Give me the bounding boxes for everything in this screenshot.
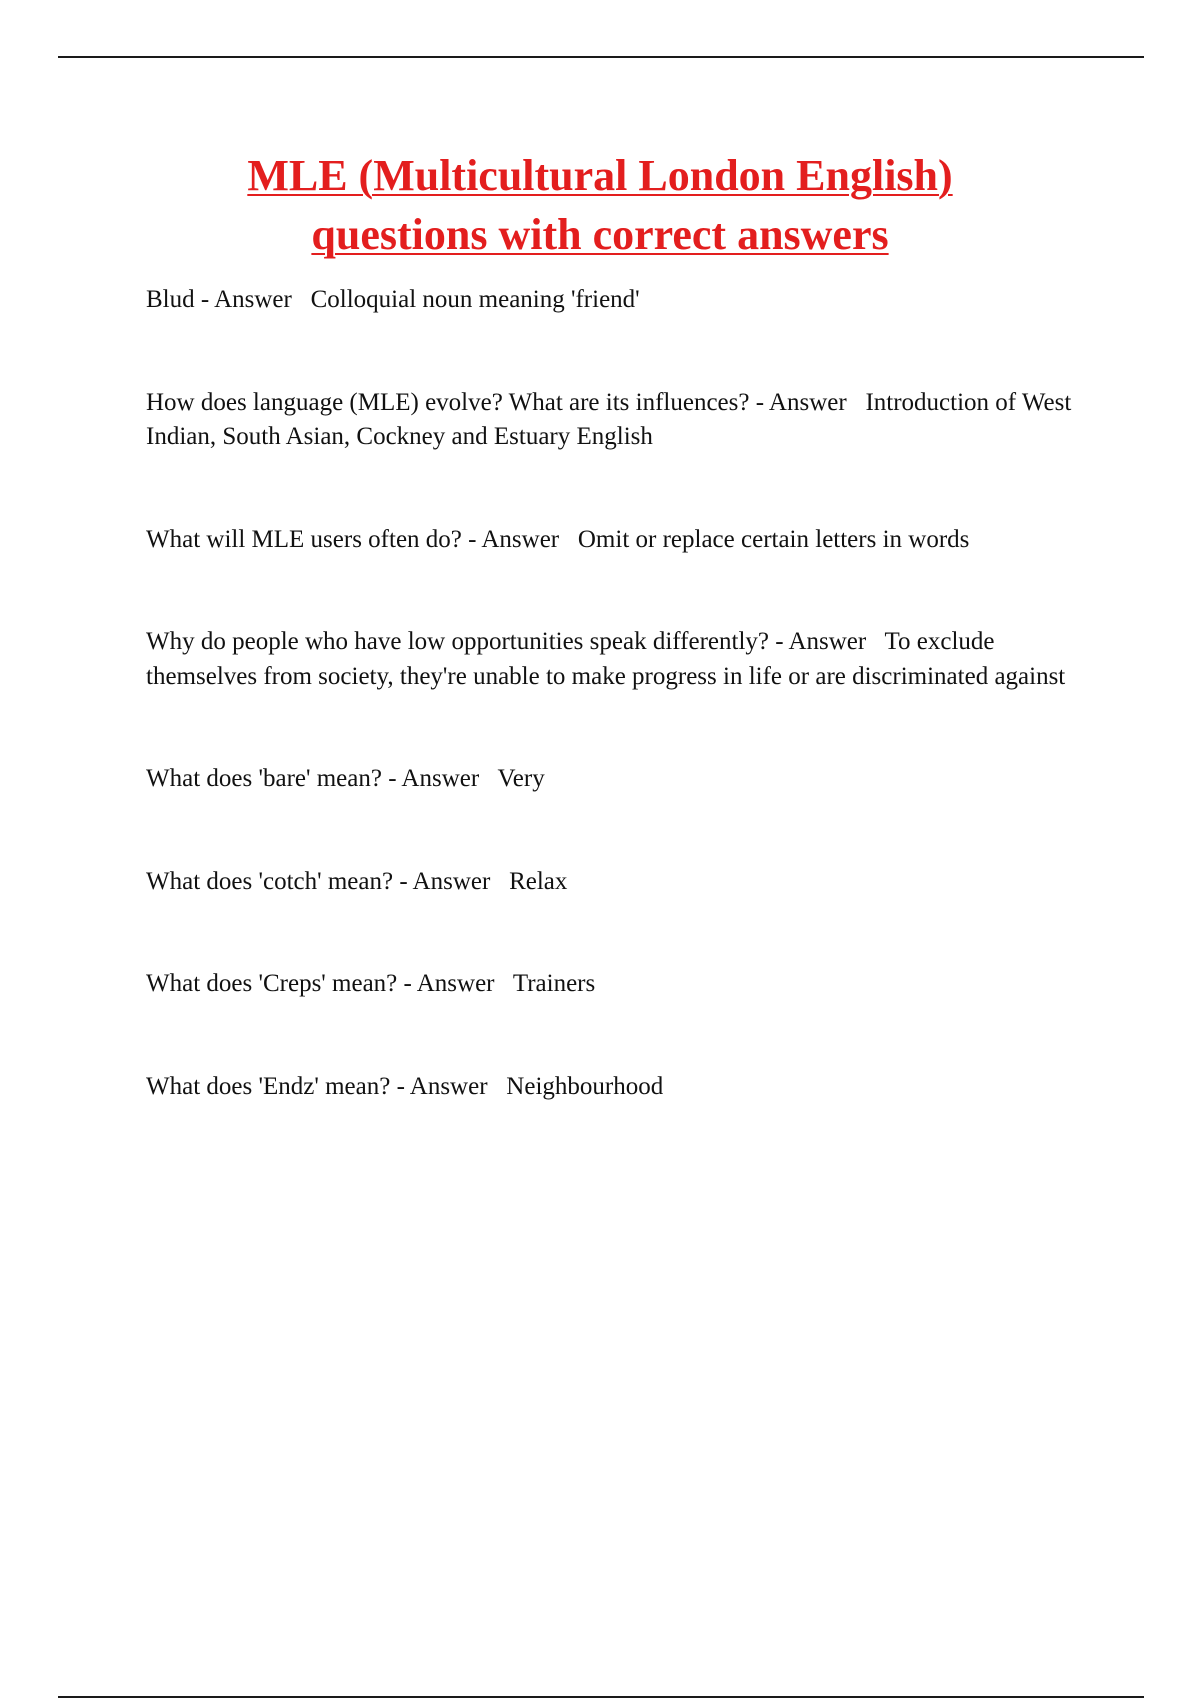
qa-item [146, 523, 1086, 558]
qa-question: What will MLE users often do? [146, 525, 462, 553]
answer-separator: - Answer [749, 388, 866, 416]
qa-answer: Omit or replace certain letters in words [577, 525, 970, 553]
document-title [60, 146, 1140, 264]
qa-item [146, 386, 1086, 455]
qa-item [146, 762, 1086, 797]
qa-question: What does 'Endz' mean? [146, 1072, 391, 1100]
answer-separator: - Answer [381, 765, 498, 792]
qa-item [146, 967, 1086, 1002]
qa-question: What does 'Creps' mean? [146, 970, 398, 997]
qa-answer: Neighbourhood [506, 1072, 664, 1100]
answer-separator: - Answer [397, 970, 513, 997]
answer-separator: - Answer [390, 1072, 507, 1100]
qa-question: What does 'cotch' mean? [146, 867, 394, 895]
footer-rule [58, 1696, 1144, 1698]
answer-separator: - Answer [461, 525, 578, 553]
qa-question: What does 'bare' mean? [146, 765, 382, 792]
answer-separator: - Answer [194, 286, 311, 313]
qa-item [146, 1070, 1086, 1105]
qa-question: Why do people who have low opportunities speak differently? [146, 628, 769, 655]
answer-separator: - Answer [393, 867, 510, 895]
qa-answer: Colloquial noun meaning 'friend' [310, 286, 640, 313]
title-line-1: MLE (Multicultural London English) [247, 151, 953, 200]
qa-item [146, 625, 1086, 694]
qa-item [146, 283, 1086, 318]
qa-question: How does language (MLE) evolve? What are its influences? [146, 388, 750, 416]
title-line-2: questions with correct answers [311, 210, 889, 259]
answer-separator: - Answer [769, 628, 885, 655]
qa-item [146, 865, 1086, 900]
qa-answer: Relax [509, 867, 568, 895]
qa-question: Blud [146, 286, 195, 313]
qa-answer: Trainers [512, 970, 596, 997]
qa-list [146, 283, 1086, 1172]
qa-answer: To exclude themselves from society, they're unable to make progress in life or are discriminated against [146, 628, 1066, 690]
qa-answer: Very [497, 765, 545, 792]
qa-answer: Introduction of West Indian, South Asian, Cockney and Estuary English [146, 388, 1078, 450]
header-rule [58, 56, 1144, 58]
